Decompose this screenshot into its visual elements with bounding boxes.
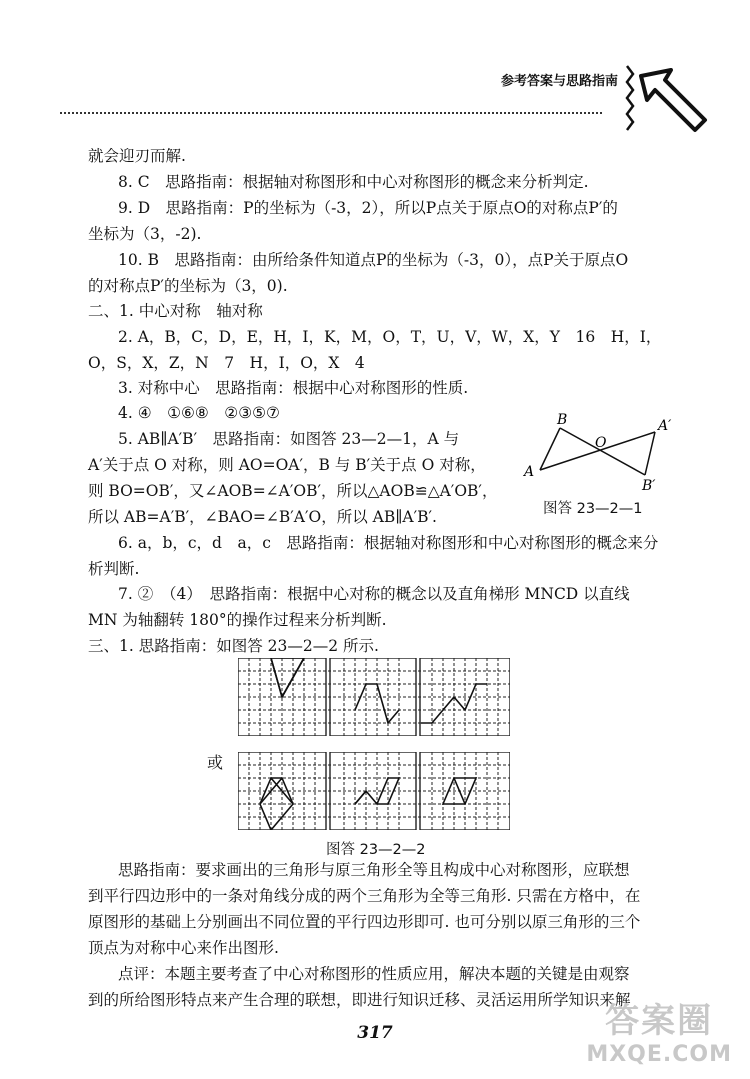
- text-line: 3. 对称中心 思路指南：根据中心对称图形的性质.: [118, 379, 469, 397]
- text-line: MN 为轴翻转 180°的操作过程来分析判断.: [88, 611, 387, 629]
- watermark: [586, 993, 732, 1067]
- figure-23-2-2-top: [238, 658, 510, 736]
- arrow-icon: [619, 62, 714, 140]
- figure-23-2-2-caption: 图答 23—2—2: [326, 842, 426, 858]
- figure-23-2-1: [510, 410, 695, 495]
- text-line: 9. D 思路指南：P的坐标为（-3，2），所以P点关于原点O的对称点P′的: [118, 199, 618, 217]
- text-line: 7. ② （4） 思路指南：根据中心对称的概念以及直角梯形 MNCD 以直线: [118, 585, 630, 603]
- text-line: 析判断.: [88, 560, 140, 578]
- text-line: 的对称点P′的坐标为（3，0).: [88, 277, 288, 295]
- text-line: 三、1. 思路指南：如图答 23—2—2 所示.: [88, 637, 379, 655]
- text-line: 到平行四边形中的一条对角线分成的两个三角形为全等三角形. 只需在方格中，在: [88, 887, 641, 905]
- page-number: 317: [357, 1023, 393, 1043]
- text-line: 顶点为对称中心来作出图形.: [88, 939, 279, 957]
- figure-23-2-1-caption: 图答 23—2—1: [543, 501, 643, 517]
- watermark-top: 答案圈: [605, 1001, 714, 1041]
- text-line: 原图形的基础上分别画出不同位置的平行四边形即可. 也可分别以原三角形的三个: [88, 913, 641, 931]
- text-line: A′关于点 O 对称，则 AO=OA′，B 与 B′关于点 O 对称，: [88, 456, 486, 474]
- text-line: 10. B 思路指南：由所给条件知道点P的坐标为（-3，0），点P关于原点O: [118, 251, 629, 269]
- point-label-b-prime: B′: [642, 478, 656, 494]
- point-label-a-prime: A′: [658, 418, 672, 434]
- text-line: 点评：本题主要考查了中心对称图形的性质应用，解决本题的关键是由观察: [118, 965, 630, 983]
- text-line: 到的所给图形特点来产生合理的联想，即进行知识迁移、灵活运用所学知识来解: [88, 991, 631, 1009]
- watermark-bottom: MXQE.COM: [586, 1042, 732, 1067]
- or-label: 或: [207, 753, 224, 772]
- text-line: 2. A，B，C，D，E，H，I，K，M，O，T，U，V，W，X，Y 16 H，I，: [118, 328, 662, 346]
- header-divider: [60, 112, 602, 114]
- text-line: 4. ④ ①⑥⑧ ②③⑤⑦: [118, 404, 280, 422]
- text-line: 二、1. 中心对称 轴对称: [88, 302, 263, 320]
- text-line: 8. C 思路指南：根据轴对称图形和中心对称图形的概念来分析判定.: [118, 173, 589, 191]
- text-line: 就会迎刃而解.: [88, 147, 186, 165]
- text-line: 所以 AB=A′B′，∠BAO=∠B′A′O，所以 AB∥A′B′.: [88, 508, 437, 526]
- text-line: O，S，X，Z，N 7 H，I，O，X 4: [88, 354, 365, 372]
- header-title: 参考答案与思路指南: [500, 74, 618, 89]
- text-line: 6. a，b，c，d a，c 思路指南：根据轴对称图形和中心对称图形的概念来分: [118, 534, 659, 552]
- point-label-b: B: [557, 412, 568, 428]
- point-label-a: A: [524, 464, 535, 480]
- text-line: 思路指南：要求画出的三角形与原三角形全等且构成中心对称图形，应联想: [118, 861, 630, 879]
- point-label-o: O: [595, 435, 607, 451]
- text-line: 则 BO=OB′，又∠AOB=∠A′OB′，所以△AOB≌△A′OB′，: [88, 482, 498, 500]
- text-line: 5. AB∥A′B′ 思路指南：如图答 23—2—1，A 与: [118, 430, 460, 448]
- text-line: 坐标为（3，-2).: [88, 225, 202, 243]
- figure-23-2-2-bottom: [238, 752, 510, 830]
